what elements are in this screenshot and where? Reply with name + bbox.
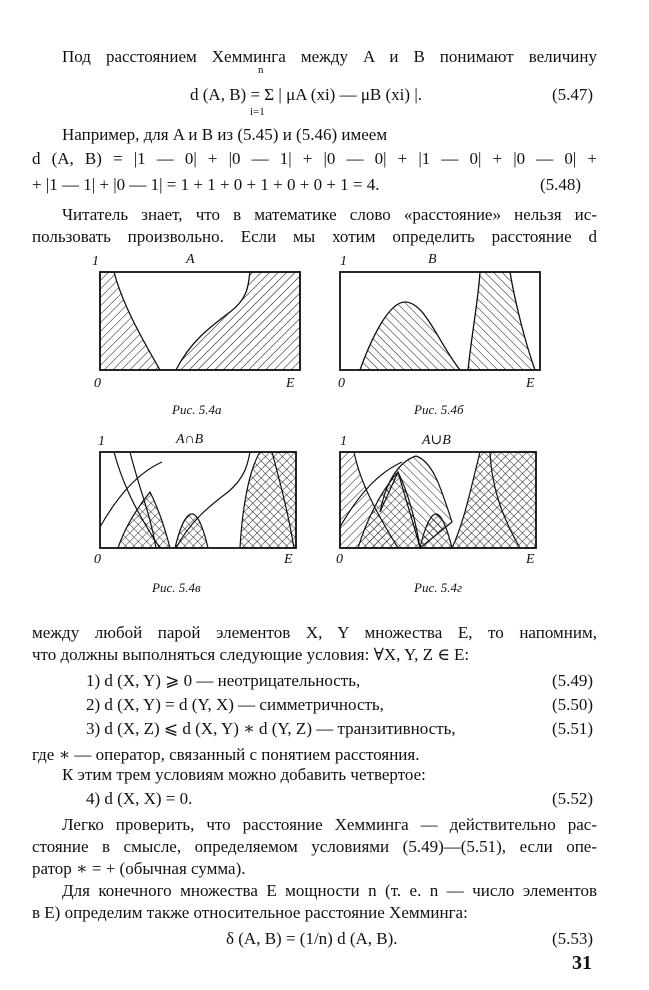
example-line: Например, для A и B из (5.45) и (5.46) имеем bbox=[62, 125, 388, 144]
fig-b-y-top: 1 bbox=[340, 254, 347, 269]
equation-5-53: δ (A, B) = (1/n) d (A, B). bbox=[226, 929, 398, 948]
fig-g-origin: 0 bbox=[336, 552, 343, 567]
equation-number-5-47: (5.47) bbox=[552, 85, 594, 104]
paragraph3-line1: между любой парой элементов X, Y множества E, то напомним, bbox=[32, 623, 597, 642]
condition-1: 1) d (X, Y) ⩾ 0 — неотрицательность, bbox=[86, 671, 361, 690]
condition-4: 4) d (X, X) = 0. bbox=[86, 789, 193, 808]
fig-a-label: A bbox=[186, 252, 195, 267]
paragraph2-line2: пользовать произвольно. Если мы хотим определить расстояние d bbox=[32, 227, 597, 246]
equation-number-5-52: (5.52) bbox=[552, 789, 594, 808]
fig-v-caption: Рис. 5.4в bbox=[152, 580, 201, 595]
fig-g-y-top: 1 bbox=[340, 434, 347, 449]
equation-5-47: d (A, B) = Σ | μA (xi) — μB (xi) |. bbox=[190, 85, 422, 104]
fig-g-label: A∪B bbox=[422, 433, 451, 448]
fig-a-origin: 0 bbox=[94, 376, 101, 391]
equation-number-5-53: (5.53) bbox=[552, 929, 594, 948]
intro-line: Под расстоянием Хемминга между A и B понимают величину bbox=[62, 47, 597, 66]
fig-v-origin: 0 bbox=[94, 552, 101, 567]
page-number: 31 bbox=[572, 952, 592, 974]
paragraph4-line3: ратор ∗ = + (обычная сумма). bbox=[32, 859, 246, 878]
fourth-condition-intro: К этим трем условиям можно добавить четвертое: bbox=[62, 765, 426, 784]
paragraph4-line1: Легко проверить, что расстояние Хемминга — действительно рас- bbox=[62, 815, 597, 834]
paragraph2-line1: Читатель знает, что в математике слово «расстояние» нельзя ис- bbox=[62, 205, 597, 224]
figure-5-4v bbox=[100, 452, 296, 548]
fig-b-caption: Рис. 5.4б bbox=[414, 402, 464, 417]
paragraph5-line1: Для конечного множества E мощности n (т. е. n — число элементов bbox=[62, 881, 597, 900]
equation-number-5-48: (5.48) bbox=[540, 175, 582, 194]
fig-b-label: B bbox=[428, 252, 437, 267]
condition-2: 2) d (X, Y) = d (Y, X) — симметричность, bbox=[86, 695, 384, 714]
fig-v-x-end: E bbox=[284, 552, 293, 567]
fig-g-x-end: E bbox=[526, 552, 535, 567]
fig-a-y-top: 1 bbox=[92, 254, 99, 269]
equation-number-5-49: (5.49) bbox=[552, 671, 594, 690]
equation-number-5-51: (5.51) bbox=[552, 719, 594, 738]
figure-5-4g bbox=[340, 452, 536, 548]
paragraph3-line2: что должны выполняться следующие условия: ∀X, Y, Z ∈ E: bbox=[32, 645, 470, 664]
sum-lower-limit: i=1 bbox=[250, 106, 265, 118]
figure-5-4a bbox=[100, 272, 300, 370]
equation-5-48-line1: d (A, B) = |1 — 0| + |0 — 1| + |0 — 0| + |1 — 0| + |0 — 0| + bbox=[32, 149, 597, 168]
condition-3: 3) d (X, Z) ⩽ d (X, Y) ∗ d (Y, Z) — транзитивность, bbox=[86, 719, 456, 738]
equation-number-5-50: (5.50) bbox=[552, 695, 594, 714]
operator-note: где ∗ — оператор, связанный с понятием расстояния. bbox=[32, 745, 420, 764]
equation-5-48-line2: + |1 — 1| + |0 — 1| = 1 + 1 + 0 + 1 + 0 + 0 + 1 = 4. bbox=[32, 175, 380, 194]
fig-b-x-end: E bbox=[526, 376, 535, 391]
fig-a-x-end: E bbox=[286, 376, 295, 391]
sum-upper-limit: n bbox=[258, 64, 264, 76]
fig-g-caption: Рис. 5.4г bbox=[414, 580, 463, 595]
fig-v-y-top: 1 bbox=[98, 434, 105, 449]
fig-v-label: A∩B bbox=[176, 432, 204, 447]
fig-a-caption: Рис. 5.4а bbox=[172, 402, 222, 417]
paragraph5-line2: в E) определим также относительное расстояние Хемминга: bbox=[32, 903, 468, 922]
paragraph4-line2: стояние в смысле, определяемом условиями (5.49)—(5.51), если опе- bbox=[32, 837, 597, 856]
figure-5-4b bbox=[340, 272, 540, 370]
fig-b-origin: 0 bbox=[338, 376, 345, 391]
